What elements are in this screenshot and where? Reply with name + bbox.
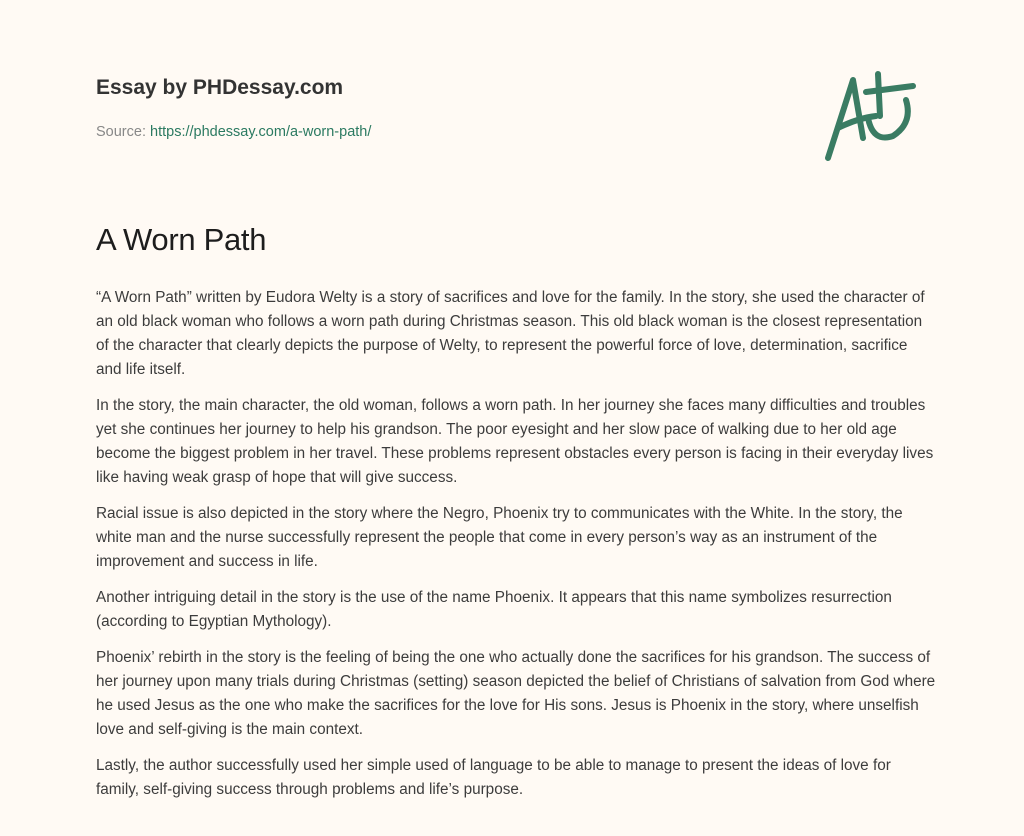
essay-paragraph: “A Worn Path” written by Eudora Welty is a story of sacrifices and love for the family. In the story, she used the character of an old black woman who follows a worn path during Christmas season. This old black woman is the closest representation of the character that clearly depicts the purpose of Welty, to represent the powerful force of love, determination, sacrifice and life itself.	[96, 289, 925, 378]
essay-paragraph: Racial issue is also depicted in the story where the Negro, Phoenix try to communicates with the White. In the story, the white man and the nurse successfully represent the people that come in every person’s way as an instrument of the improvement and success in life.	[96, 505, 903, 570]
source-line	[96, 124, 371, 140]
essay-body	[96, 286, 936, 814]
essay-paragraph: Lastly, the author successfully used her simple used of language to be able to manage to present the ideas of love for family, self-giving success through problems and life’s purpose.	[96, 757, 891, 798]
site-brand: Essay by PHDessay.com	[96, 76, 344, 99]
a-plus-logo-icon	[818, 68, 928, 168]
essay-paragraph: In the story, the main character, the old woman, follows a worn path. In her journey she faces many difficulties and troubles yet she continues her journey to help his grandson. The poor eyesight and her slow pace of walking due to her old age become the biggest problem in her travel. These problems represent obstacles every person is facing in their everyday lives like having weak grasp of hope that will give success.	[96, 397, 934, 486]
essay-paragraph: Phoenix’ rebirth in the story is the feeling of being the one who actually done the sacrifices for his grandson. The success of her journey upon many trials during Christmas (setting) season depicted the belief of Christians of salvation from God where he used Jesus as the one who make the sacrifices for the love for His sons. Jesus is Phoenix in the story, where unselfish love and self-giving is the main context.	[96, 649, 936, 738]
essay-title: A Worn Path	[96, 222, 267, 257]
essay-paragraph: Another intriguing detail in the story is the use of the name Phoenix. It appears that this name symbolizes resurrection (according to Egyptian Mythology).	[96, 589, 892, 630]
source-link[interactable]: https://phdessay.com/a-worn-path/	[150, 124, 372, 140]
source-label: Source:	[96, 124, 146, 140]
